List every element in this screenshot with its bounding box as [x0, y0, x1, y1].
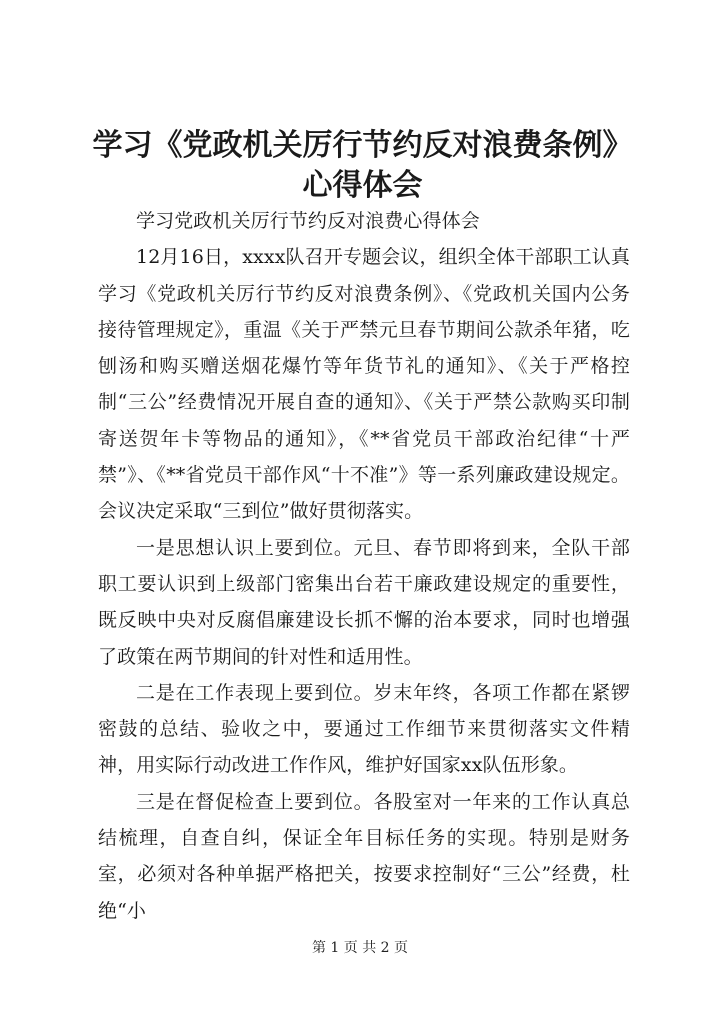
paragraph-point-two: 二是在工作表现上要到位。岁末年终，各项工作都在紧锣密鼓的总结、验收之中，要通过工作细节来贯彻落实文件精神，用实际行动改进工作作风，维护好国家xx队伍形象。 [98, 681, 630, 777]
document-body [98, 203, 630, 929]
paragraph-subtitle: 学习党政机关厉行节约反对浪费心得体会 [136, 210, 480, 232]
paragraph-point-three: 三是在督促检查上要到位。各股室对一年来的工作认真总结梳理，自查自纠，保证全年目标任务的实现。特别是财务室，必须对各种单据严格把关，按要求控制好“三公”经费，杜绝“小 [98, 790, 630, 922]
document-title: 学习《党政机关厉行节约反对浪费条例》心得体会 [92, 128, 633, 203]
page-number-footer: 第 1 页 共 2 页 [311, 940, 409, 956]
paragraph-meeting: 12月16日，xxxx队召开专题会议，组织全体干部职工认真学习《党政机关厉行节约反对浪费条例》、《党政机关国内公务接待管理规定》，重温《关于严禁元旦春节期间公款杀年猪，吃刨汤和购买赠送烟花爆竹等年货节礼的通知》、《关于严格控制“三公”经费情况开展自查的通知》、《关于严禁公款购买印制寄送贺年卡等物品的通知》，《**省党员干部政治纪律“十严禁”》、《**省党员干部作风“十不准”》等一系列廉政建设规定。会议决定采取“三到位”做好贯彻落实。 [98, 246, 630, 523]
paragraph-point-one: 一是思想认识上要到位。元旦、春节即将到来，全队干部职工要认识到上级部门密集出台若干廉政建设规定的重要性，既反映中央对反腐倡廉建设长抓不懈的治本要求，同时也增强了政策在两节期间的针对性和适用性。 [98, 536, 630, 668]
